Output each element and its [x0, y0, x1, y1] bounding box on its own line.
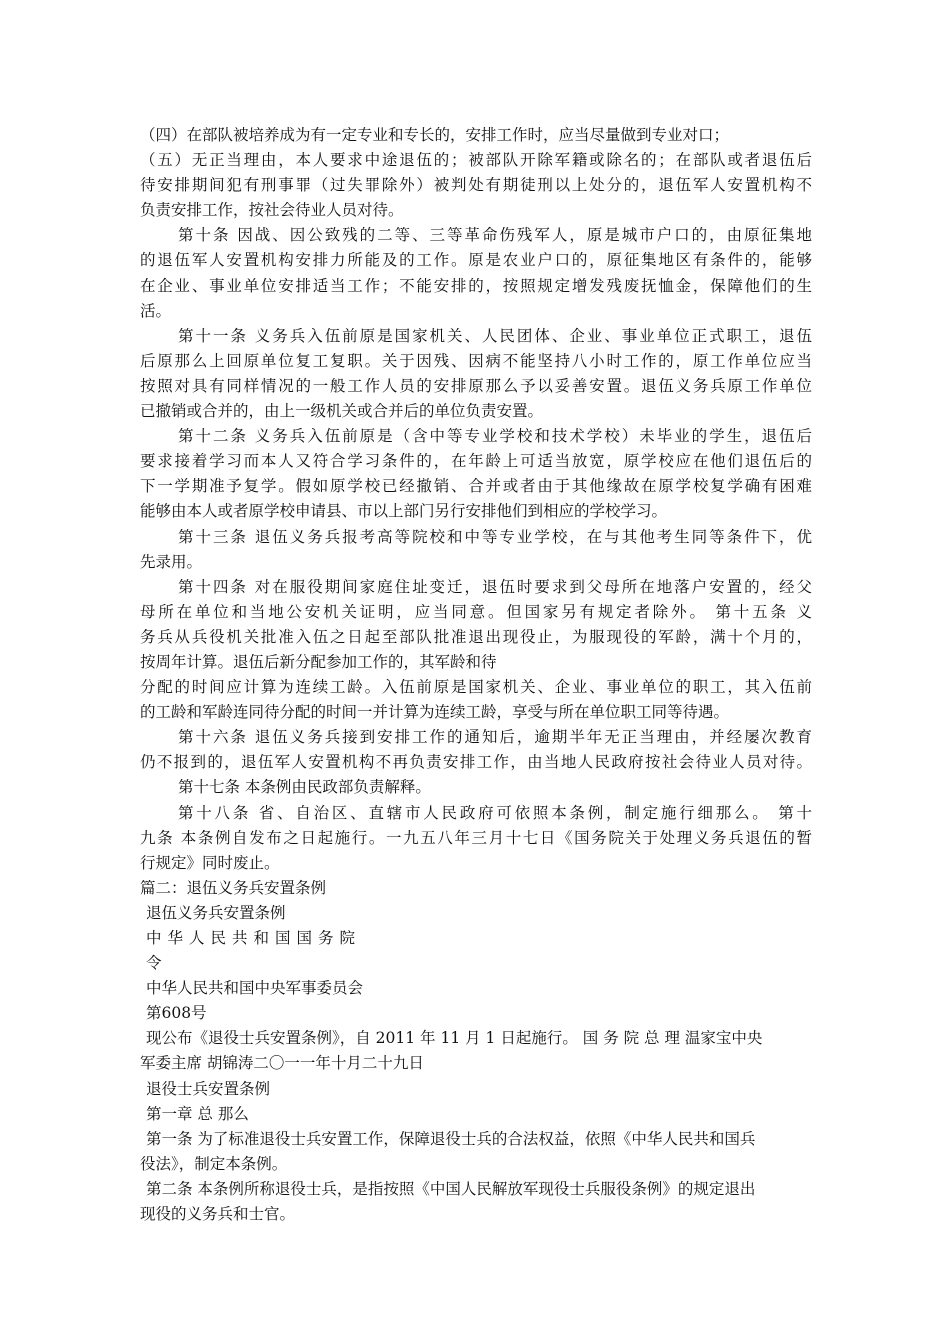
text-line: 行规定》同时废止。: [140, 853, 280, 872]
text-line: 的退伍军人安置机构安排力所能及的工作。原是农业户口的，原征集地区有条件的，能够: [140, 251, 812, 270]
decree-number: 第608号: [146, 1004, 207, 1023]
text-line: 仍不报到的，退伍军人安置机构不再负责安排工作，由当地人民政府按社会待业人员对待。: [140, 753, 812, 772]
text-line: （四）在部队被培养成为有一定专业和专长的，安排工作时，应当尽量做到专业对口；: [140, 126, 730, 144]
issuer-line: 中华人民共和国中央军事委员会: [146, 979, 364, 998]
text-line: 九条 本条例自发布之日起施行。一九五八年三月十七日《国务院关于处理义务兵退伍的暂: [140, 828, 812, 847]
document-page: [140, 123, 812, 1227]
text-line: 第十八条 省、自治区、直辖市人民政府可依照本条例，制定施行细那么。 第十: [178, 803, 812, 822]
text-line: 按周年计算。退伍后新分配参加工作的，其军龄和待: [140, 652, 497, 671]
text-line: 先录用。: [140, 552, 203, 571]
text-line: 已撤销或合并的，由上一级机关或合并后的单位负责安置。: [140, 402, 544, 421]
chapter-heading: 第一章 总 那么: [146, 1104, 249, 1123]
text-line: 现役的义务兵和士官。: [140, 1205, 296, 1224]
text-line: 第一条 为了标准退役士兵安置工作，保障退役士兵的合法权益，依照《中华人民共和国兵: [146, 1129, 756, 1148]
text-line: 下一学期准予复学。假如原学校已经撤销、合并或者由于其他缘故在原学校复学确有困难: [140, 477, 812, 496]
text-line: 的工龄和军龄连同待分配的时间一并计算为连续工龄，享受与所在单位职工同等待遇。: [140, 703, 730, 722]
text-line: 活。: [140, 301, 172, 320]
regulation-title: 退役士兵安置条例: [146, 1079, 271, 1098]
text-line: 第二条 本条例所称退役士兵，是指按照《中国人民解放军现役士兵服役条例》的规定退出: [146, 1179, 756, 1198]
text-line: 后原那么上回原单位复工复职。关于因残、因病不能坚持八小时工作的，原工作单位应当: [140, 351, 812, 370]
text-line: 第十一条 义务兵入伍前原是国家机关、人民团体、企业、事业单位正式职工，退伍: [178, 326, 812, 345]
section-heading: 篇二：退伍义务兵安置条例: [140, 878, 327, 897]
text-line: 要求接着学习而本人又符合学习条件的，在年龄上可适当放宽，原学校应在他们退伍后的: [140, 452, 812, 471]
document-title: 退伍义务兵安置条例: [146, 903, 286, 922]
text-line: 在企业、事业单位安排适当工作；不能安排的，按照规定增发残废抚恤金，保障他们的生: [140, 276, 812, 295]
text-line: 按照对具有同样情况的一般工作人员的安排原那么予以妥善安置。退伍义务兵原工作单位: [140, 376, 812, 395]
text-line: 第十二条 义务兵入伍前原是（含中等专业学校和技术学校）未毕业的学生，退伍后: [178, 427, 812, 446]
text-line: 役法》，制定本条例。: [140, 1154, 288, 1173]
issuer-line: 中华人民共和国国务院: [146, 929, 362, 947]
text-line: 令: [146, 954, 162, 973]
text-line: 待安排期间犯有刑事罪（过失罪除外）被判处有期徒刑以上处分的，退伍军人安置机构不: [140, 176, 812, 195]
text-line: （五）无正当理由，本人要求中途退伍的；被部队开除军籍或除名的；在部队或者退伍后: [140, 151, 812, 170]
text-line: 分配的时间应计算为连续工龄。入伍前原是国家机关、企业、事业单位的职工，其入伍前: [140, 678, 812, 697]
text-line: 第十六条 退伍义务兵接到安排工作的通知后，逾期半年无正当理由，并经屡次教育: [178, 728, 812, 747]
text-line: 第十四条 对在服役期间家庭住址变迁，退伍时要求到父母所在地落户安置的，经父: [178, 577, 812, 596]
text-line: 负责安排工作，按社会待业人员对待。: [140, 201, 404, 220]
text-line: 第十条 因战、因公致残的二等、三等革命伤残军人，原是城市户口的，由原征集地: [178, 226, 812, 245]
text-line: 能够由本人或者原学校申请县、市以上部门另行安排他们到相应的学校学习。: [140, 502, 668, 521]
text-line: 第十三条 退伍义务兵报考高等院校和中等专业学校，在与其他考生同等条件下，优: [178, 527, 812, 546]
text-line: 母所在单位和当地公安机关证明，应当同意。但国家另有规定者除外。 第十五条 义: [140, 602, 812, 621]
text-line: 军委主席 胡锦涛二〇一一年十月二十九日: [140, 1054, 424, 1073]
text-line: 现公布《退役士兵安置条例》，自 2011 年 11 月 1 日起施行。 国 务 院 总 理 温家宝中央: [146, 1029, 763, 1048]
text-line: 第十七条 本条例由民政部负责解释。: [178, 778, 431, 797]
text-line: 务兵从兵役机关批准入伍之日起至部队批准退出现役止，为服现役的军龄，满十个月的，: [140, 627, 812, 646]
